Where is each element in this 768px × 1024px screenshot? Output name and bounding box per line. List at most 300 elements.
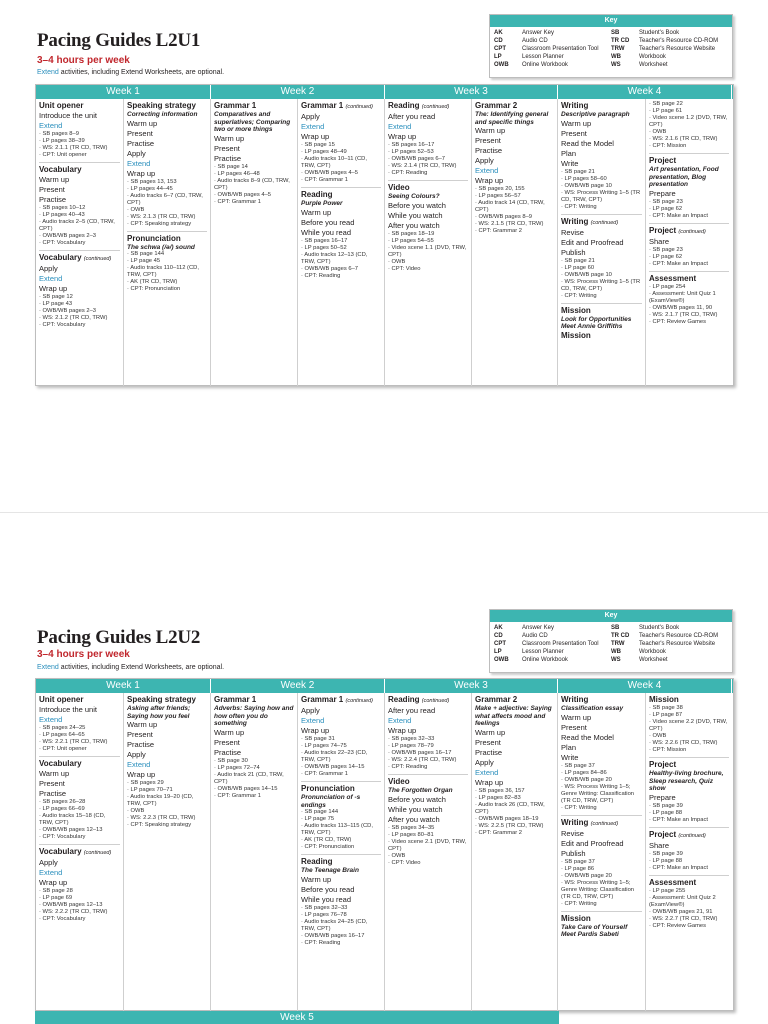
lesson-section (561, 303, 642, 341)
lesson-step: Warm up (39, 175, 70, 184)
continued-label: (continued) (678, 228, 706, 235)
resource-item: · SB page 21 (561, 168, 595, 175)
lesson-step: Prepare (649, 792, 676, 802)
key-entry (611, 37, 728, 45)
resource-item: · WS: 2.1.5 (TR CD, TRW) (475, 221, 544, 227)
continued-label: (continued) (421, 104, 450, 110)
section-heading: Grammar 1 (continued) (301, 695, 374, 704)
lesson-step: After you read (388, 112, 436, 121)
lesson-step: Apply (39, 858, 58, 867)
week-header: Week 1 (36, 679, 211, 693)
resource-item: · CPT: Reading (301, 939, 341, 946)
lesson-step: Revise (561, 828, 584, 838)
lesson-step: Warm up (561, 118, 592, 128)
resource-item: · WS: Process Writing 1–5; Genre Writing: Classification (TR CD, TRW, CPT) (561, 783, 635, 804)
lesson-step: Warm up (214, 727, 245, 737)
lesson-section (39, 162, 120, 247)
section-heading: Unit opener (39, 695, 84, 704)
resource-item: · SB pages 36, 157 (475, 787, 525, 794)
resource-item: · LP pages 44–45 (127, 185, 173, 192)
key-columns (490, 622, 732, 664)
resource-item: · SB page 144 (301, 809, 339, 815)
pacing-column (646, 99, 732, 386)
lesson-step: Wrap up (388, 132, 417, 141)
key-abbr: TR CD (611, 633, 630, 639)
key-entry (611, 29, 728, 37)
week-header: Week 3 (385, 679, 558, 693)
resource-item: · CPT: Reading (388, 170, 428, 176)
lesson-step: Share (649, 236, 670, 246)
resource-item: · OWB/WB page 10 (561, 182, 612, 189)
key-abbr: WB (611, 54, 621, 60)
section-heading: Writing (continued) (561, 817, 619, 827)
key-abbr: CPT (494, 46, 506, 52)
resource-item: · Audio track 21 (CD, TRW, CPT) (214, 771, 284, 785)
lesson-step: Present (475, 136, 501, 145)
continued-label: (continued) (590, 219, 619, 226)
key-meaning: Online Workbook (522, 657, 568, 663)
lesson-step: Before you read (301, 884, 355, 894)
lesson-step: Practise (127, 138, 155, 148)
lesson-section (127, 231, 207, 294)
key-entry (494, 648, 611, 656)
section-heading: Vocabulary (continued) (39, 253, 112, 262)
key-meaning: Worksheet (639, 657, 668, 663)
pacing-column (124, 99, 211, 386)
resource-item: · OWB (127, 206, 145, 213)
lesson-section (127, 101, 207, 228)
section-heading: Grammar 1 (214, 101, 257, 110)
resource-item: · CPT: Speaking strategy (127, 822, 192, 828)
lesson-step: Edit and Proofread (561, 838, 624, 848)
lesson-step: While you watch (388, 210, 443, 220)
key-column (611, 624, 728, 664)
resource-item: · CPT: Review Games (649, 922, 707, 929)
lesson-step: Practise (214, 747, 242, 757)
lesson-section (388, 101, 468, 177)
resource-item: · LP page 43 (39, 301, 73, 307)
resource-item: · LP page 60 (561, 264, 595, 271)
resource-item: · LP pages 52–53 (388, 149, 434, 155)
pacing-columns (36, 693, 733, 1011)
resource-item: · Assessment: Unit Quiz 2 (ExamView®) (649, 894, 716, 908)
resource-item: · Audio tracks 15–18 (CD, TRW, CPT) (39, 813, 106, 826)
resource-item: · LP pages 72–74 (214, 764, 260, 771)
resource-item: · WS: Process Writing 1–5 (TR CD, TRW, CPT) (561, 278, 641, 292)
key-abbr: WS (611, 657, 621, 663)
resource-item: · SB pages 24–25 (39, 725, 86, 731)
key-meaning: Online Workbook (522, 62, 568, 68)
resource-item: · SB pages 18–19 (388, 230, 435, 237)
key-entry (494, 632, 611, 640)
lesson-step: Extend (388, 716, 412, 725)
key-entry (611, 640, 728, 648)
key-entry (611, 632, 728, 640)
key-meaning: Student's Book (639, 625, 680, 631)
section-heading: Vocabulary (39, 165, 82, 174)
section-heading: Reading (301, 857, 333, 866)
resource-item: · OWB/WB pages 12–13 (39, 902, 103, 908)
section-topic: The Forgotten Organ (388, 787, 453, 794)
resource-item: · OWB/WB pages 16–17 (388, 750, 452, 756)
section-heading: Grammar 1 (continued) (301, 101, 374, 110)
week-header: Week 4 (558, 85, 732, 99)
lesson-section (388, 695, 468, 771)
section-topic: The schwa (/ə/) sound (127, 243, 195, 251)
resource-item: · OWB/WB pages 2–3 (39, 233, 97, 239)
lesson-step: Warm up (301, 207, 332, 217)
lesson-section (649, 271, 729, 326)
resource-item: · CPT: Review Games (649, 318, 707, 325)
resource-item: · OWB/WB pages 8–9 (475, 214, 533, 220)
resource-item: · SB page 39 (649, 850, 683, 857)
resource-item: · CPT: Grammar 2 (475, 228, 523, 234)
resource-item: · LP page 87 (649, 712, 683, 718)
resource-item: · SB page 22 (649, 101, 683, 107)
resource-item: · AK (TR CD, TRW) (301, 837, 352, 843)
pacing-column (646, 693, 732, 1011)
resource-item: · LP page 75 (301, 816, 335, 822)
key-entry (611, 624, 728, 632)
lesson-step: Wrap up (475, 777, 504, 787)
lesson-section (649, 223, 729, 268)
lesson-section (214, 695, 294, 800)
lesson-step: Extend (475, 767, 499, 777)
section-heading: Assessment (649, 273, 697, 283)
lesson-step: Warm up (127, 720, 158, 729)
key-entry (611, 656, 728, 664)
continued-label: (continued) (345, 698, 374, 704)
key-entry (611, 53, 728, 61)
resource-item: · Audio tracks 19–20 (CD, TRW, CPT) (127, 794, 194, 807)
key-entry (494, 624, 611, 632)
section-heading: Speaking strategy (127, 101, 196, 110)
lesson-step: Warm up (214, 133, 245, 143)
key-abbr: TRW (611, 641, 625, 647)
week-header: Week 4 (558, 679, 732, 693)
resource-item: · LP page 254 (649, 283, 686, 290)
lesson-step: Apply (127, 148, 146, 158)
continued-label: (continued) (590, 820, 619, 827)
section-topic: Look for Opportunities (561, 315, 632, 323)
section-topic: The: Identifying general and specific things (475, 111, 549, 126)
resource-item: · LP page 61 (649, 108, 683, 114)
key-abbr: LP (494, 649, 502, 655)
resource-item: · LP pages 76–78 (301, 911, 347, 918)
lesson-section (561, 101, 642, 211)
key-entry (611, 45, 728, 53)
key-box (489, 609, 733, 673)
resource-item: · CPT: Make an Impact (649, 212, 708, 219)
lesson-step: Present (214, 143, 240, 153)
lesson-step: Plan (561, 742, 577, 752)
resource-item: · CPT: Grammar 1 (301, 771, 349, 777)
key-meaning: Classroom Presentation Tool (522, 641, 599, 647)
key-abbr: WS (611, 62, 621, 68)
section-heading: Grammar 1 (214, 695, 257, 704)
resource-item: · Audio track 14 (CD, TRW, CPT) (475, 200, 545, 213)
section-heading: Writing (561, 101, 589, 110)
resource-item: · LP pages 54–55 (388, 237, 434, 244)
section-heading: Mission (561, 330, 591, 340)
key-meaning: Worksheet (639, 62, 668, 68)
resource-item: · CPT: Grammar 1 (214, 792, 262, 799)
resource-item: · OWB/WB pages 2–3 (39, 308, 97, 314)
section-heading: Vocabulary (continued) (39, 847, 112, 856)
resource-item: · OWB/WB page 20 (561, 776, 612, 783)
resource-item: · WS: 2.1.6 (TR CD, TRW) (649, 136, 718, 142)
pacing-column (36, 99, 124, 386)
continued-label: (continued) (83, 256, 112, 262)
resource-item: · Video scene 1.2 (DVD, TRW, CPT) (649, 115, 728, 128)
resource-item: · WS: 2.1.1 (TR CD, TRW) (39, 145, 108, 151)
resource-item: · OWB (388, 258, 406, 265)
pacing-column (211, 99, 298, 386)
resource-item: · WS: 2.2.6 (TR CD, TRW) (649, 740, 718, 746)
resource-item: · OWB (649, 733, 667, 739)
resource-item: · CPT: Reading (301, 272, 341, 279)
lesson-step: Practise (127, 740, 155, 749)
resource-item: · SB page 21 (561, 257, 595, 264)
hours-per-week: 3–4 hours per week (37, 649, 130, 660)
key-meaning: Audio CD (522, 633, 548, 639)
resource-item: · CPT: Make an Impact (649, 260, 708, 267)
resource-item: · SB page 37 (561, 762, 595, 769)
resource-item: · CPT: Make an Impact (649, 864, 708, 871)
lesson-step: Extend (388, 122, 412, 131)
resource-item: · Audio tracks 22–23 (CD, TRW, CPT) (301, 750, 368, 763)
resource-item: · OWB/WB page 10 (561, 271, 612, 278)
section-heading: Unit opener (39, 101, 84, 110)
resource-item: · LP page 86 (561, 865, 595, 872)
lesson-step: Extend (127, 760, 151, 769)
resource-item: · LP pages 84–86 (561, 769, 607, 776)
resource-item: · LP pages 58–60 (561, 175, 607, 182)
page-unit2 (0, 512, 768, 1024)
resource-item: · CPT: Pronunciation (301, 844, 355, 850)
page-title: Pacing Guides L2U2 (37, 627, 201, 648)
lesson-step: Apply (301, 112, 320, 121)
resource-item: · Audio track 26 (CD, TRW, CPT) (475, 801, 545, 815)
resource-item: · WS: Process Writing 1–5; Genre Writing: Classification (TR CD, TRW, CPT) (561, 879, 635, 900)
key-entry (494, 45, 611, 53)
resource-item: · Audio tracks 6–7 (CD, TRW, CPT) (127, 192, 203, 206)
resource-item: · SB pages 29 (127, 780, 164, 786)
resource-item: · OWB/WB pages 18–19 (475, 815, 539, 822)
lesson-step: Present (561, 722, 587, 732)
lesson-step: Wrap up (301, 726, 330, 735)
lesson-section (475, 101, 554, 235)
resource-item: · LP page 88 (649, 809, 683, 816)
resource-item: · LP page 45 (127, 258, 161, 264)
key-entry (494, 29, 611, 37)
lesson-section (649, 757, 729, 824)
lesson-step: Practise (475, 146, 503, 155)
resource-item: · OWB (388, 852, 406, 859)
resource-item: · CPT: Vocabulary (39, 240, 86, 246)
lesson-step: Apply (475, 757, 494, 767)
pacing-column (558, 693, 646, 1011)
lesson-step: After you watch (388, 220, 440, 230)
lesson-step: Present (39, 779, 65, 788)
pacing-column (211, 693, 298, 1011)
resource-item: · WS: 2.2.3 (TR CD, TRW) (127, 815, 196, 821)
section-topic: Adverbs: Saying how and how often you do something (214, 705, 294, 727)
lesson-section (649, 695, 729, 754)
resource-item: · CPT: Writing (561, 804, 597, 811)
section-topic: Descriptive paragraph (561, 111, 630, 118)
lesson-step: Apply (127, 750, 146, 759)
resource-item: · SB pages 16–17 (388, 142, 435, 148)
resource-item: · LP pages 74–75 (301, 743, 347, 749)
lesson-step: After you watch (388, 814, 440, 824)
continued-label: (continued) (345, 104, 374, 110)
resource-item: · WS: 2.1.4 (TR CD, TRW) (388, 163, 457, 169)
resource-item: · CPT: Vocabulary (39, 322, 86, 328)
pacing-column (385, 693, 472, 1011)
resource-item: · CPT: Unit opener (39, 152, 87, 158)
resource-item: · WS: 2.2.2 (TR CD, TRW) (39, 909, 108, 915)
resource-item: · SB page 15 (301, 142, 335, 148)
lesson-step: Wrap up (127, 168, 156, 178)
lesson-step: Introduce the unit (39, 705, 97, 714)
section-heading: Mission (561, 913, 591, 923)
resource-item: · OWB (649, 129, 667, 135)
key-meaning: Lesson Planner (522, 54, 564, 60)
section-heading: Project (continued) (649, 829, 706, 839)
lesson-step: After you read (388, 706, 436, 715)
key-meaning: Student's Book (639, 30, 680, 36)
key-meaning: Teacher's Resource Website (639, 641, 716, 647)
key-entry (494, 656, 611, 664)
section-heading: Pronunciation (127, 233, 181, 243)
key-abbr: LP (494, 54, 502, 60)
resource-item: · WS: 2.1.3 (TR CD, TRW) (127, 213, 196, 220)
lesson-step: While you read (301, 227, 352, 237)
resource-item: · Video scene 2.1 (DVD, TRW, CPT) (388, 838, 467, 852)
resource-item: · OWB/WB pages 21, 91 (649, 908, 713, 915)
lesson-section (649, 827, 729, 872)
resource-item: · Audio tracks 2–5 (CD, TRW, CPT) (39, 219, 115, 232)
key-meaning: Workbook (639, 649, 666, 655)
resource-item: · CPT: Writing (561, 292, 597, 299)
resource-item: · LP pages 70–71 (127, 787, 173, 793)
key-column (494, 29, 611, 69)
resource-item: · SB pages 34–35 (388, 824, 435, 831)
resource-item: · CPT: Pronunciation (127, 286, 181, 292)
section-topic: Healthy-living brochure, Sleep research, Quiz show (649, 770, 724, 792)
section-topic: Seeing Colours? (388, 193, 440, 200)
page-title: Pacing Guides L2U1 (37, 30, 201, 51)
resource-item: · WS: 2.2.4 (TR CD, TRW) (388, 757, 457, 763)
lesson-step: Present (39, 185, 65, 194)
week-header: Week 2 (211, 679, 385, 693)
resource-item: · SB pages 32–33 (301, 904, 348, 911)
key-meaning: Workbook (639, 54, 666, 60)
lesson-step: Wrap up (301, 132, 330, 141)
resource-item: · LP pages 48–49 (301, 149, 347, 155)
lesson-section (388, 180, 468, 273)
section-topic: Meet Pardis Sabeti (561, 931, 619, 938)
lesson-step: Introduce the unit (39, 111, 97, 120)
section-heading: Mission (561, 305, 591, 315)
resource-item: · CPT: Reading (388, 764, 428, 770)
lesson-step: Practise (39, 195, 67, 204)
key-meaning: Classroom Presentation Tool (522, 46, 599, 52)
section-heading: Writing (561, 695, 589, 704)
hours-per-week: 3–4 hours per week (37, 55, 130, 66)
lesson-step: Apply (301, 706, 320, 715)
section-heading: Video (388, 183, 410, 192)
lesson-step: Warm up (39, 769, 70, 778)
key-heading: Key (490, 610, 732, 622)
resource-item: · SB pages 20, 155 (475, 186, 525, 192)
pacing-columns (36, 99, 733, 386)
section-heading: Grammar 2 (475, 695, 518, 704)
resource-item: · Assessment: Unit Quiz 1 (ExamView®) (649, 290, 716, 304)
key-meaning: Answer Key (522, 30, 555, 36)
resource-item: · SB page 38 (649, 705, 683, 711)
lesson-step: Publish (561, 848, 586, 858)
resource-item: · OWB/WB pages 4–5 (214, 191, 272, 198)
lesson-step: Extend (475, 166, 499, 175)
lesson-section (301, 781, 381, 851)
lesson-section (39, 250, 120, 329)
section-heading: Reading (continued) (388, 695, 450, 704)
resource-item: · LP pages 78–79 (388, 743, 434, 749)
resource-item: · OWB/WB pages 6–7 (301, 265, 359, 272)
resource-item: · Audio tracks 110–112 (CD, TRW, CPT) (127, 265, 199, 278)
lesson-step: Present (475, 737, 501, 747)
section-heading: Writing (continued) (561, 216, 619, 226)
resource-item: · OWB/WB pages 14–15 (301, 764, 365, 770)
pacing-column (385, 99, 472, 386)
lesson-section (649, 875, 729, 930)
section-topic: Art presentation, Food presentation, Blog presentation (649, 166, 719, 188)
resource-item: · LP pages 82–83 (475, 794, 521, 801)
week-header-row (36, 679, 733, 693)
key-entry (494, 61, 611, 69)
resource-item: · OWB/WB pages 16–17 (301, 932, 365, 939)
lesson-step: Practise (475, 747, 503, 757)
resource-item: · CPT: Unit opener (39, 746, 87, 752)
key-columns (490, 27, 732, 69)
resource-item: · CPT: Vocabulary (39, 834, 86, 840)
resource-item: · SB page 23 (649, 198, 683, 205)
section-topic: Purple Power (301, 200, 343, 207)
key-meaning: Audio CD (522, 38, 548, 44)
key-abbr: AK (494, 625, 503, 631)
lesson-step: Wrap up (475, 176, 504, 185)
resource-item: · OWB/WB pages 12–13 (39, 827, 103, 833)
lesson-step: Wrap up (39, 878, 68, 887)
lesson-section (127, 695, 207, 829)
resource-item: · SB pages 10–12 (39, 205, 86, 211)
key-abbr: CD (494, 633, 503, 639)
resource-item: · CPT: Video (388, 859, 421, 866)
pacing-table (35, 84, 734, 386)
key-abbr: CD (494, 38, 503, 44)
key-meaning: Teacher's Resource Website (639, 46, 716, 52)
resource-item: · LP page 62 (649, 253, 683, 260)
note-text: activities, including Extend Worksheets, are optional. (58, 69, 225, 76)
week-header: Week 2 (211, 85, 385, 99)
resource-item: · LP page 255 (649, 887, 686, 894)
resource-item: · SB pages 8–9 (39, 131, 79, 137)
section-topic: Take Care of Yourself (561, 923, 628, 931)
lesson-step: Before you read (301, 217, 355, 227)
lesson-step: Present (214, 737, 240, 747)
